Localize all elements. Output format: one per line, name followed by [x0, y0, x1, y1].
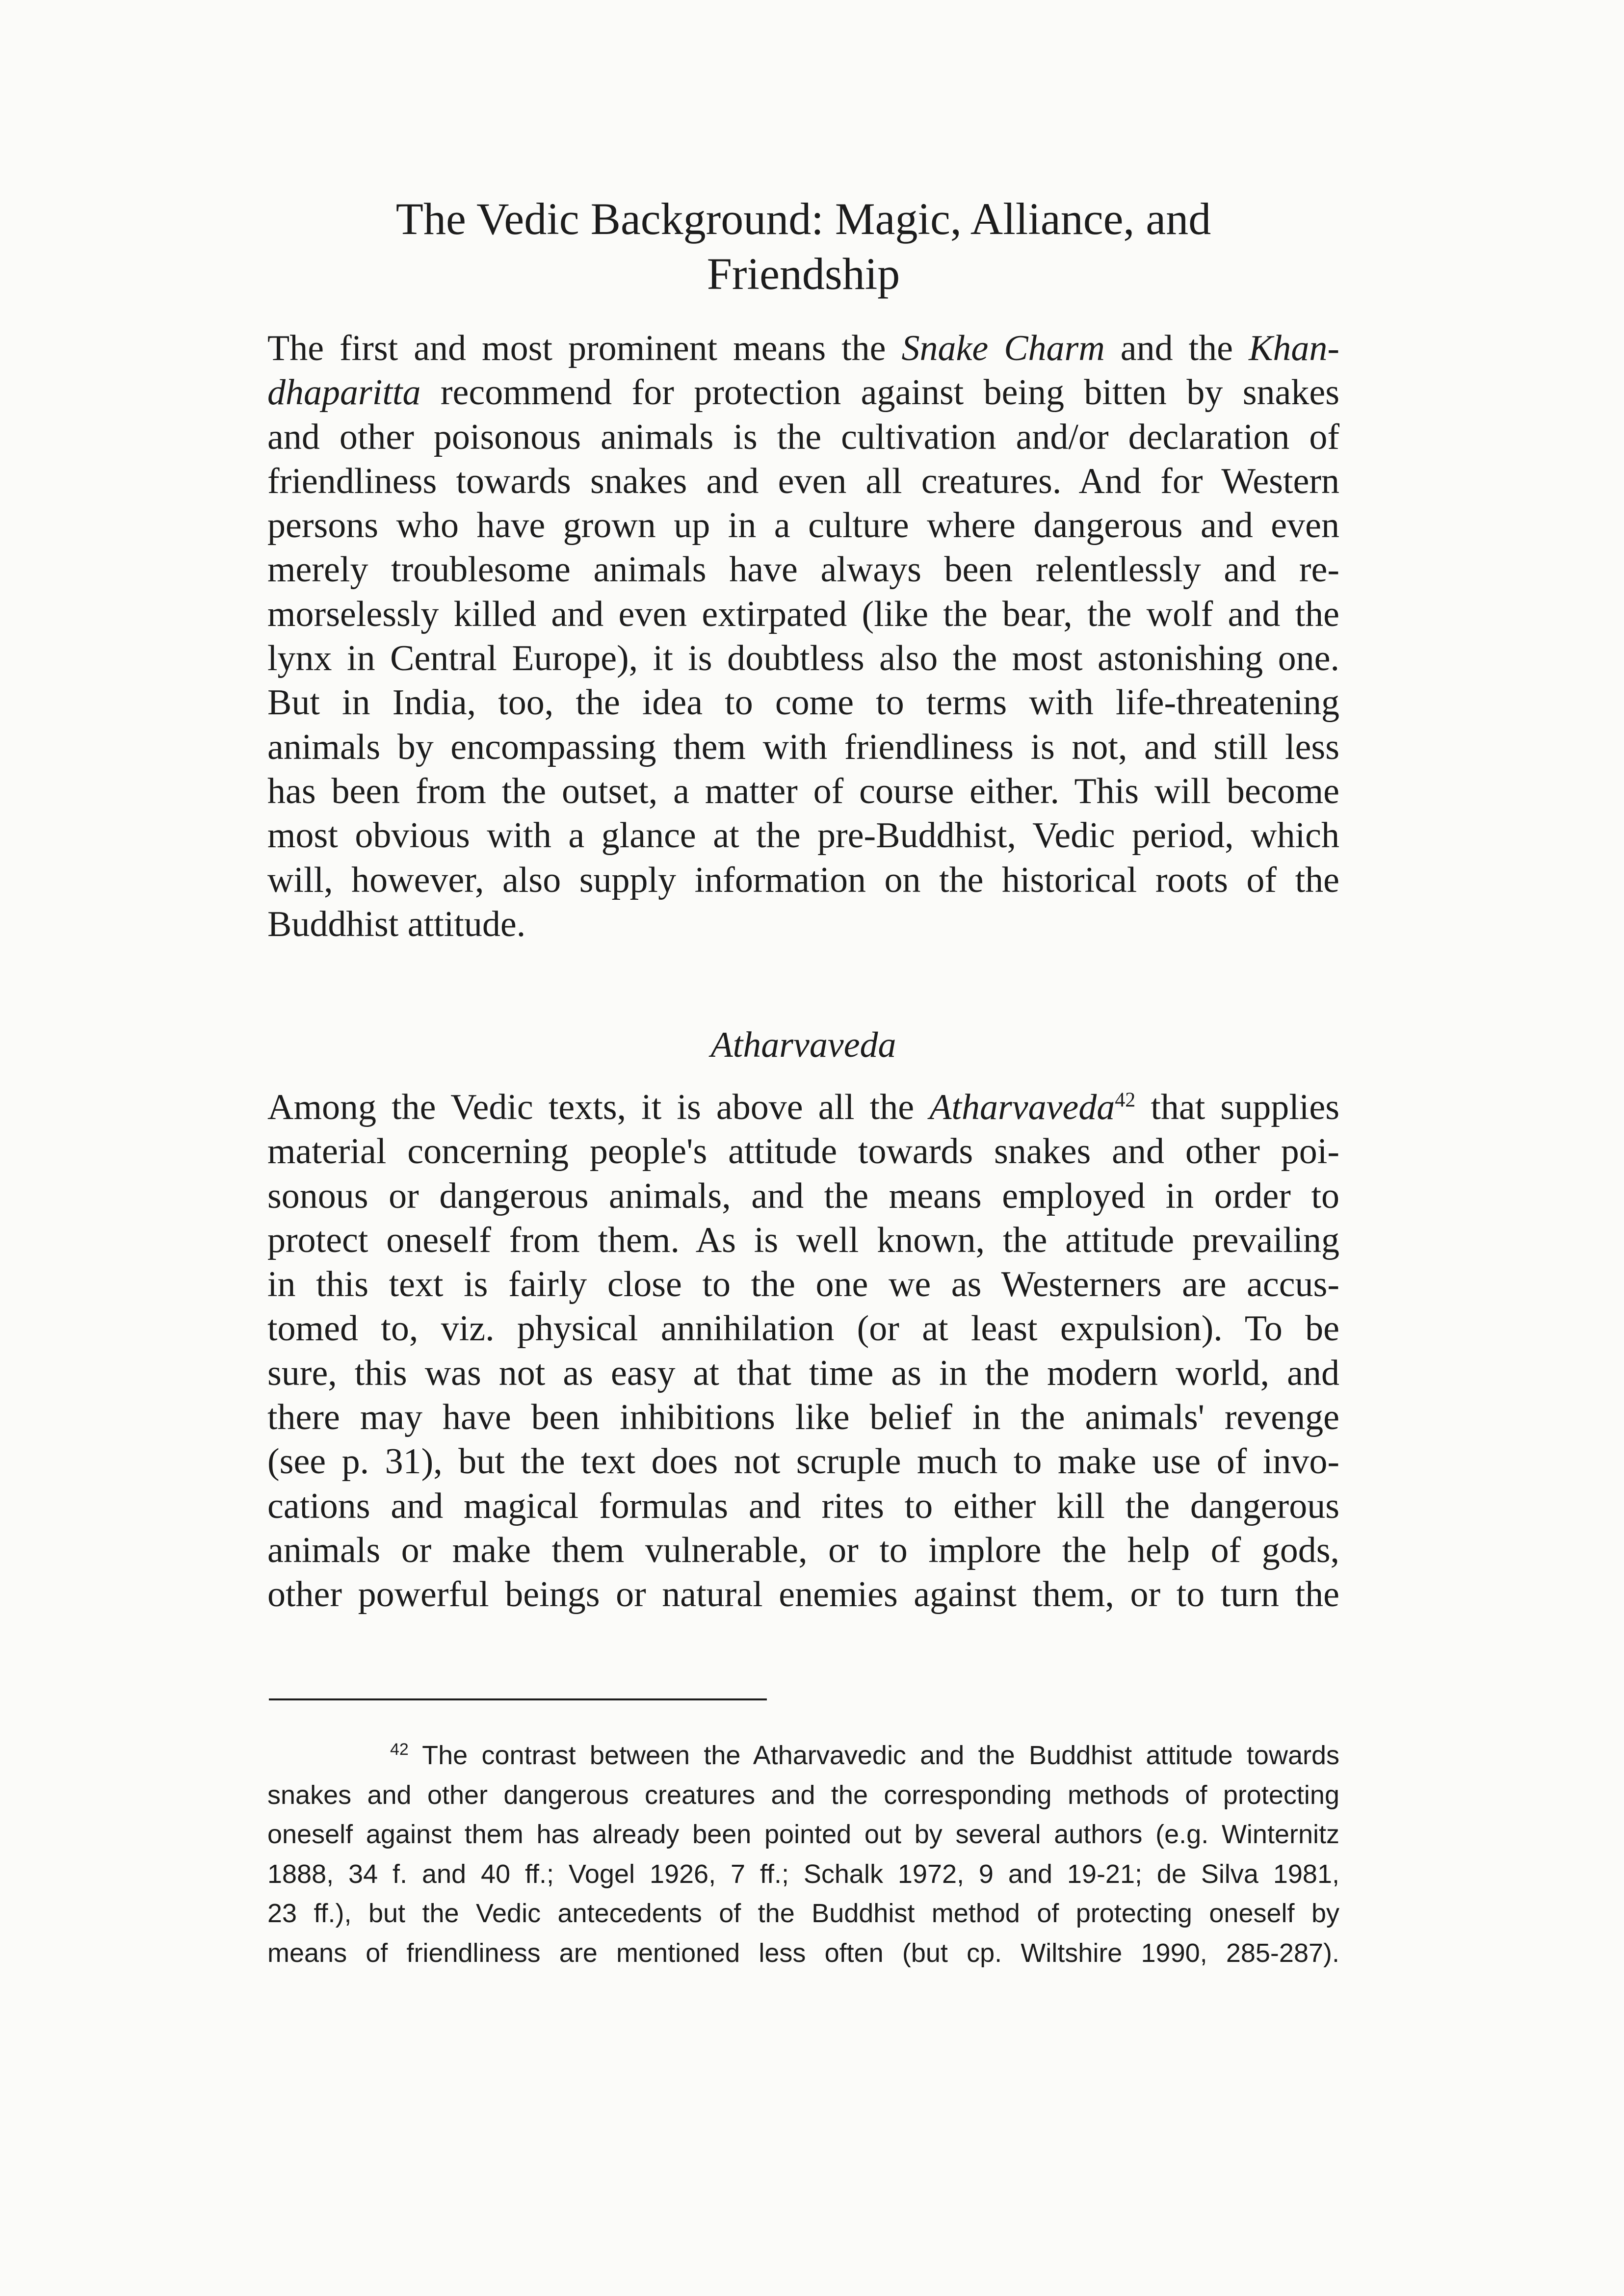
- text-line: morselessly killed and even extirpated (like the bear, the wolf and the: [267, 594, 1339, 634]
- text-line: and other poisonous animals is the cultivation and/or declaration of: [267, 417, 1339, 457]
- text-line: there may have been inhibitions like belief in the animals' revenge: [267, 1397, 1339, 1438]
- footnote-number: 42: [390, 1740, 409, 1759]
- text-line: in this text is fairly close to the one we as Westerners are accus-: [267, 1264, 1339, 1305]
- text-line: animals or make them vulnerable, or to implore the help of gods,: [267, 1530, 1339, 1570]
- text-line: most obvious with a glance at the pre-Buddhist, Vedic period, which: [267, 815, 1339, 856]
- footnote-line: 23 ff.), but the Vedic antecedents of the Buddhist method of protecting oneself by: [267, 1899, 1339, 1928]
- text-line: The first and most prominent means the Snake Charm and the Khan-: [267, 328, 1339, 368]
- footnote-line: oneself against them has already been pointed out by several authors (e.g. Winternitz: [267, 1820, 1339, 1849]
- text-line: material concerning people's attitude towards snakes and other poi-: [267, 1131, 1339, 1172]
- footnote: [267, 1736, 1339, 1973]
- text-line: persons who have grown up in a culture where dangerous and even: [267, 505, 1339, 546]
- text-line: other powerful beings or natural enemies against them, or to turn the: [267, 1574, 1339, 1615]
- text-line: protect oneself from them. As is well known, the attitude prevailing: [267, 1220, 1339, 1260]
- footnote-line: 1888, 34 f. and 40 ff.; Vogel 1926, 7 ff.; Schalk 1972, 9 and 19-21; de Silva 1981,: [267, 1859, 1339, 1889]
- text-line: has been from the outset, a matter of course either. This will become: [267, 771, 1339, 811]
- footnote-divider: [269, 1698, 767, 1700]
- text-line: animals by encompassing them with friendliness is not, and still less: [267, 727, 1339, 767]
- chapter-title-line-1: The Vedic Background: Magic, Alliance, and: [395, 194, 1211, 244]
- section-heading: Atharvaveda: [710, 1025, 896, 1065]
- text-line: Among the Vedic texts, it is above all the Atharvaveda$^{42}$ that supplies: [267, 1087, 1339, 1127]
- text-line: sonous or dangerous animals, and the means employed in order to: [267, 1175, 1339, 1216]
- text-line: cations and magical formulas and rites to either kill the dangerous: [267, 1486, 1339, 1526]
- title-khandhaparitta-part-2: dhaparitta: [267, 372, 421, 413]
- text-line: will, however, also supply information on the historical roots of the: [267, 860, 1339, 900]
- text-line: lynx in Central Europe), it is doubtless also the most astonishing one.: [267, 638, 1339, 679]
- title-snake-charm: Snake Charm: [901, 328, 1105, 368]
- text-line: tomed to, viz. physical annihilation (or at least expulsion). To be: [267, 1308, 1339, 1349]
- chapter-title-line-2: Friendship: [707, 249, 900, 299]
- text-line: merely troublesome animals have always been relentlessly and re-: [267, 549, 1339, 590]
- text-line: friendliness towards snakes and even all creatures. And for Western: [267, 461, 1339, 501]
- footnote-line: snakes and other dangerous creatures and the corresponding methods of protecting: [267, 1780, 1339, 1810]
- chapter-title: [267, 191, 1339, 301]
- text-line: Buddhist attitude.: [267, 904, 526, 944]
- atharvaveda-paragraph: [267, 1085, 1339, 1617]
- intro-paragraph: [267, 326, 1339, 946]
- text-line: (see p. 31), but the text does not scruple much to make use of invo-: [267, 1441, 1339, 1482]
- footnote-line: $^{42}$ The contrast between the Atharvavedic and the Buddhist attitude towards: [390, 1740, 1339, 1770]
- text-line: But in India, too, the idea to come to terms with life-threatening: [267, 682, 1339, 723]
- footnote-reference[interactable]: 42: [1115, 1089, 1136, 1112]
- title-khandhaparitta-part-1: Khan-: [1249, 328, 1339, 368]
- text-line: dhaparitta recommend for protection against being bitten by snakes: [267, 372, 1339, 413]
- footnote-line: means of friendliness are mentioned less often (but cp. Wiltshire 1990, 285-287).: [267, 1938, 1339, 1968]
- text-line: sure, this was not as easy at that time as in the modern world, and: [267, 1353, 1339, 1393]
- title-atharvaveda: Atharvaveda: [929, 1087, 1115, 1127]
